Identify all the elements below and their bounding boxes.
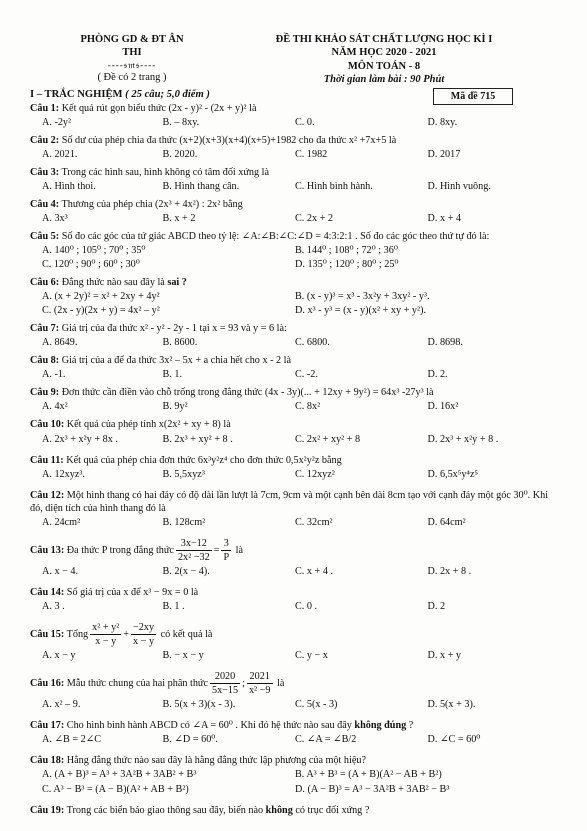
answer-option: C. y − x [295, 650, 328, 662]
question-stem [30, 102, 560, 115]
answer-option: B. 5,5xyz³ [162, 468, 205, 480]
answer-option: D. x + 4 [427, 212, 461, 224]
question-stem [30, 198, 560, 211]
answer-option: C. A³ − B³ = (A − B)(A² + AB + B²) [42, 783, 189, 795]
question-item [30, 621, 560, 670]
header-left [72, 33, 192, 85]
header-ornament: ----𝔰𝔪𝔰---- [107, 59, 157, 70]
question-emphasis: sai ? [167, 277, 187, 289]
question-item [30, 134, 560, 166]
spacer [30, 711, 560, 719]
answer-option: B. x + 2 [162, 212, 196, 224]
answer-options [30, 116, 560, 129]
question-text-tail: ? [408, 720, 414, 732]
question-number: Câu 5: [30, 230, 60, 242]
question-text: Đẳng thức nào sau đây là [61, 277, 165, 289]
answer-option: C. 0. [295, 116, 315, 128]
question-stem [30, 354, 560, 367]
exam-content [30, 88, 560, 825]
question-item [30, 276, 560, 322]
answer-options [30, 600, 560, 613]
answer-option: D. 64cm² [427, 516, 466, 528]
answer-option: B. – 8xy. [162, 116, 200, 128]
question-number: Câu 11: [30, 454, 64, 466]
answer-options [30, 212, 560, 225]
answer-option: D. x³ - y³ = (x - y)(x² + xy + y²). [295, 305, 427, 317]
answer-option: A. 4x² [42, 401, 68, 413]
question-stem [30, 670, 560, 697]
answer-option: A. x − y [42, 650, 76, 662]
question-number: Câu 6: [30, 277, 60, 289]
answer-option: B. 2(x − 4). [162, 565, 210, 577]
question-text: Số đo các góc của tứ giác ABCD theo tỷ lệ: ∠A:∠B:∠C:∠D = 4:3:2:1 . Số đo các góc theo thứ tự đó là: [61, 230, 490, 242]
answer-option: A. (x + 2y)² = x² + 2xy + 4y² [42, 291, 160, 303]
question-item [30, 804, 560, 825]
answer-option: A. 2021. [42, 148, 78, 160]
answer-options [30, 244, 560, 257]
school-year: NĂM HỌC 2020 - 2021 [331, 47, 437, 59]
answer-option: B. 128cm² [162, 516, 206, 528]
question-stem [30, 418, 560, 431]
answer-option: B. 1. [162, 369, 183, 381]
question-item [30, 322, 560, 354]
question-number: Câu 7: [30, 323, 60, 335]
answer-option: D. 2x³ + x²y + 8 . [427, 433, 499, 445]
answer-option: D. 16x² [427, 401, 459, 413]
department-name: PHÒNG GD & ĐT ÂN THI [80, 34, 184, 59]
answer-option: C. 120⁰ ; 90⁰ ; 60⁰ ; 30⁰ [42, 259, 140, 271]
answer-options [30, 649, 560, 662]
question-text: Đơn thức cần điền vào chỗ trống trong đẳng thức (4x - 3y)(... + 12xy + 9y²) = 64x³ -27y³ là [61, 387, 434, 399]
answer-option: B. (x - y)³ = x³ - 3x²y + 3xy² - y³. [295, 291, 430, 303]
answer-option: C. ∠A = ∠B/2 [295, 734, 357, 746]
spacer [30, 662, 560, 670]
answer-option: C. 8x² [295, 401, 321, 413]
question-number: Câu 15: [30, 628, 65, 640]
question-number: Câu 14: [30, 586, 65, 598]
answer-option: A. (A + B)³ = A³ + 3A²B + 3AB² + B³ [42, 769, 197, 781]
answer-option: A. ∠B = 2∠C [42, 734, 102, 746]
question-number: Câu 19: [30, 804, 65, 816]
spacer [30, 817, 560, 825]
answer-option: C. -2. [295, 369, 318, 381]
question-item [30, 754, 560, 803]
answer-option: C. 2x² + xy² + 8 [295, 433, 361, 445]
question-item [30, 586, 560, 621]
answer-option: C. 32cm² [295, 516, 333, 528]
question-item [30, 230, 560, 276]
answer-options [30, 290, 560, 303]
fraction-numerator: x² + y² [90, 621, 121, 635]
question-stem [30, 586, 560, 599]
answer-option: D. 2x + 8 . [427, 565, 472, 577]
question-text: Một hình thang có hai đáy có độ dài lần lượt là 7cm, 9cm và một cạnh bên dài 8cm tạo với cạnh đáy một góc 30⁰. Khi đó, diện tích của hình thang đó là [30, 489, 549, 514]
question-stem [30, 621, 560, 648]
question-item [30, 102, 560, 134]
answer-option: B. 2x³ + xy² + 8 . [162, 433, 233, 445]
answer-options [30, 516, 560, 529]
page-count-note: ( Đề có 2 trang ) [97, 72, 167, 84]
question-stem [30, 230, 560, 243]
question-item [30, 719, 560, 754]
answer-option: D. Hình vuông. [427, 180, 491, 192]
fraction-denominator: x − y [95, 636, 117, 648]
fraction-denominator: 5x−15 [211, 685, 239, 697]
answer-option: A. -2y² [42, 116, 72, 128]
question-stem [30, 719, 560, 732]
question-text: Số giá trị của x để x³ − 9x = 0 là [66, 586, 199, 598]
answer-options [30, 433, 560, 446]
question-item [30, 354, 560, 386]
answer-options [30, 368, 560, 381]
answer-option: B. 1 . [162, 601, 185, 612]
exam-code-box: Mã đề 715 [433, 88, 513, 105]
section-subtitle: ( 25 câu; 5,0 điểm ) [125, 89, 210, 100]
question-text: Tổng [66, 628, 89, 640]
answer-option: C. 12xyz² [295, 468, 335, 480]
section-title: I – TRẮC NGHIỆM [30, 89, 123, 100]
fraction-operator: ; [242, 678, 245, 690]
answer-option: C. (2x - y)(2x + y) = 4x² – y² [42, 305, 160, 317]
question-number: Câu 16: [30, 678, 65, 690]
spacer [30, 481, 560, 489]
spacer [30, 446, 560, 454]
answer-option: A. x² – 9. [42, 699, 81, 711]
question-item [30, 537, 560, 586]
answer-option: C. Hình bình hành. [295, 180, 373, 192]
answer-option: A. 3x³ [42, 212, 68, 224]
answer-option: B. ∠D = 60⁰. [162, 734, 218, 746]
fraction-denominator: x² −9 [248, 685, 271, 697]
question-text-tail: là [277, 678, 285, 690]
question-stem [30, 489, 560, 515]
fraction-numerator: 2021 [247, 670, 273, 684]
spacer [30, 796, 560, 804]
question-text: Hằng đẳng thức nào sau đây là hằng đẳng thức lập phương của một hiệu? [66, 755, 366, 767]
answer-option: B. 144⁰ ; 108⁰ ; 72⁰ ; 36⁰ [295, 244, 398, 256]
answer-option: B. 5(x + 3)(x - 3). [162, 699, 236, 711]
question-number: Câu 4: [30, 198, 60, 210]
answer-options [30, 783, 560, 796]
answer-options [30, 768, 560, 781]
fraction-1 [90, 621, 121, 648]
answer-options [30, 148, 560, 161]
answer-option: A. 2x³ + x²y + 8x . [42, 433, 118, 445]
question-number: Câu 12: [30, 489, 65, 501]
question-stem [30, 276, 560, 289]
question-emphasis: không [265, 804, 293, 816]
question-number: Câu 8: [30, 355, 60, 367]
question-number: Câu 2: [30, 134, 60, 146]
question-item [30, 386, 560, 418]
question-text: Giá trị của đa thức x² - y² - 2y - 1 tại x = 93 và y = 6 là: [61, 323, 287, 335]
header-right [268, 33, 500, 87]
answer-option: C. 6800. [295, 337, 330, 349]
fraction-2 [221, 537, 231, 564]
question-stem [30, 804, 560, 817]
answer-option: B. 8600. [162, 337, 198, 349]
question-text: Kết quả rút gọn biểu thức (2x - y)² - (2x + y)² là [61, 102, 257, 114]
question-stem [30, 322, 560, 335]
question-text: Kết quả của phép tính x(2x² + xy + 8) là [66, 419, 231, 431]
question-item [30, 489, 560, 537]
answer-option: A. 8649. [42, 337, 78, 349]
answer-option: D. (A − B)³ = A³ − 3A²B + 3AB² − B³ [295, 783, 450, 795]
question-text-tail: có kết quả là [160, 628, 213, 640]
question-stem [30, 537, 560, 564]
question-text: Trong các hình sau, hình không có tâm đối xứng là [61, 166, 269, 178]
answer-option: D. 8698. [427, 337, 463, 349]
exam-title: ĐỀ THI KHẢO SÁT CHẤT LƯỢNG HỌC KÌ I [275, 34, 493, 45]
answer-options [30, 336, 560, 349]
section-heading [30, 88, 560, 102]
question-text-tail: là [235, 544, 244, 556]
question-text: Số dư của phép chia đa thức (x+2)(x+3)(x+4)(x+5)+1982 cho đa thức x² +7x+5 là [61, 134, 397, 146]
answer-option: C. 0 . [295, 601, 318, 612]
question-item [30, 454, 560, 489]
answer-options [30, 304, 560, 317]
answer-option: B. − x − y [162, 650, 204, 662]
question-number: Câu 13: [30, 544, 65, 556]
answer-options [30, 468, 560, 481]
answer-option: D. 2 [427, 601, 446, 612]
question-text: Kết quả của phép chia đơn thức 6x³y²z⁴ cho đơn thức 0,5x²y²z bằng [66, 454, 342, 466]
answer-option: D. 2. [427, 369, 448, 381]
fraction-numerator: −2xy [131, 621, 156, 635]
fraction-numerator: 2020 [210, 670, 240, 684]
answer-option: D. x + y [427, 650, 461, 662]
question-item [30, 418, 560, 453]
question-stem [30, 454, 560, 467]
question-number: Câu 18: [30, 755, 65, 767]
answer-option: B. 9y² [162, 401, 188, 413]
fraction-numerator: 3x−12 [176, 537, 212, 551]
question-list [30, 102, 560, 825]
fraction-1 [176, 537, 212, 564]
question-text-tail: có trục đối xứng ? [295, 804, 370, 816]
answer-options [30, 180, 560, 193]
answer-options [30, 565, 560, 578]
question-number: Câu 1: [30, 102, 60, 114]
answer-option: D. ∠C = 60⁰ [427, 734, 481, 746]
answer-options [30, 698, 560, 711]
question-number: Câu 17: [30, 720, 65, 732]
question-number: Câu 3: [30, 166, 60, 178]
answer-option: B. A³ + B³ = (A + B)(A² − AB + B²) [295, 769, 442, 781]
answer-option: A. 3 . [42, 601, 65, 612]
fraction-2 [247, 670, 273, 697]
question-text: Cho hình bình hành ABCD có ∠A = 60⁰ . Khi đó hệ thức nào sau đây [66, 720, 352, 732]
question-emphasis: không đúng [354, 720, 407, 732]
answer-option: A. -1. [42, 369, 66, 381]
question-item [30, 670, 560, 719]
fraction-denominator: 2x² −32 [177, 551, 210, 563]
question-text: Giá trị của a để đa thức 3x² – 5x + a chia hết cho x - 2 là [61, 355, 292, 367]
question-number: Câu 10: [30, 419, 65, 431]
spacer [30, 529, 560, 537]
answer-options [30, 400, 560, 413]
answer-option: A. Hình thoi. [42, 180, 96, 192]
subject: MÔN TOÁN - 8 [347, 60, 421, 72]
answer-option: D. 5(x + 3). [427, 699, 476, 711]
question-text: Mẫu thức chung của hai phân thức [66, 678, 208, 690]
spacer [30, 613, 560, 621]
question-stem [30, 386, 560, 399]
spacer [30, 746, 560, 754]
answer-option: A. x − 4. [42, 565, 79, 577]
answer-option: A. 24cm² [42, 516, 81, 528]
question-item [30, 198, 560, 230]
question-text: Trong các biển báo giao thông sau đây, biển nào [66, 804, 264, 816]
fraction-operator: + [123, 628, 130, 640]
question-text: Đa thức P trong đẳng thức [66, 544, 174, 556]
fraction-denominator: x − y [133, 636, 155, 648]
answer-options [30, 733, 560, 746]
question-text: Thương của phép chia (2x³ + 4x²) : 2x² bằng [61, 198, 243, 210]
spacer [30, 578, 560, 586]
question-stem [30, 166, 560, 179]
question-number: Câu 9: [30, 387, 60, 399]
question-item [30, 166, 560, 198]
answer-options [30, 258, 560, 271]
fraction-1 [210, 670, 240, 697]
answer-option: D. 2017 [427, 148, 461, 160]
answer-option: C. 2x + 2 [295, 212, 334, 224]
answer-option: B. 2020. [162, 148, 198, 160]
time-limit: Thời gian làm bài : 90 Phút [323, 74, 445, 86]
answer-option: C. x + 4 . [295, 565, 334, 577]
answer-option: D. 6,5x⁵y⁴z⁵ [427, 468, 479, 480]
fraction-numerator: 3 [221, 537, 231, 551]
answer-option: D. 135⁰ ; 120⁰ ; 80⁰ ; 25⁰ [295, 259, 399, 271]
question-stem [30, 754, 560, 767]
answer-option: D. 8xy. [427, 116, 458, 128]
answer-option: C. 1982 [295, 148, 328, 160]
answer-option: A. 12xyz³. [42, 468, 85, 480]
fraction-denominator: P [223, 551, 230, 563]
answer-option: A. 140⁰ ; 105⁰ ; 70⁰ ; 35⁰ [42, 244, 146, 256]
answer-option: C. 5(x - 3) [295, 699, 338, 711]
fraction-operator: = [213, 544, 220, 556]
fraction-2 [131, 621, 156, 648]
question-stem [30, 134, 560, 147]
answer-option: B. Hình thang cân. [162, 180, 240, 192]
